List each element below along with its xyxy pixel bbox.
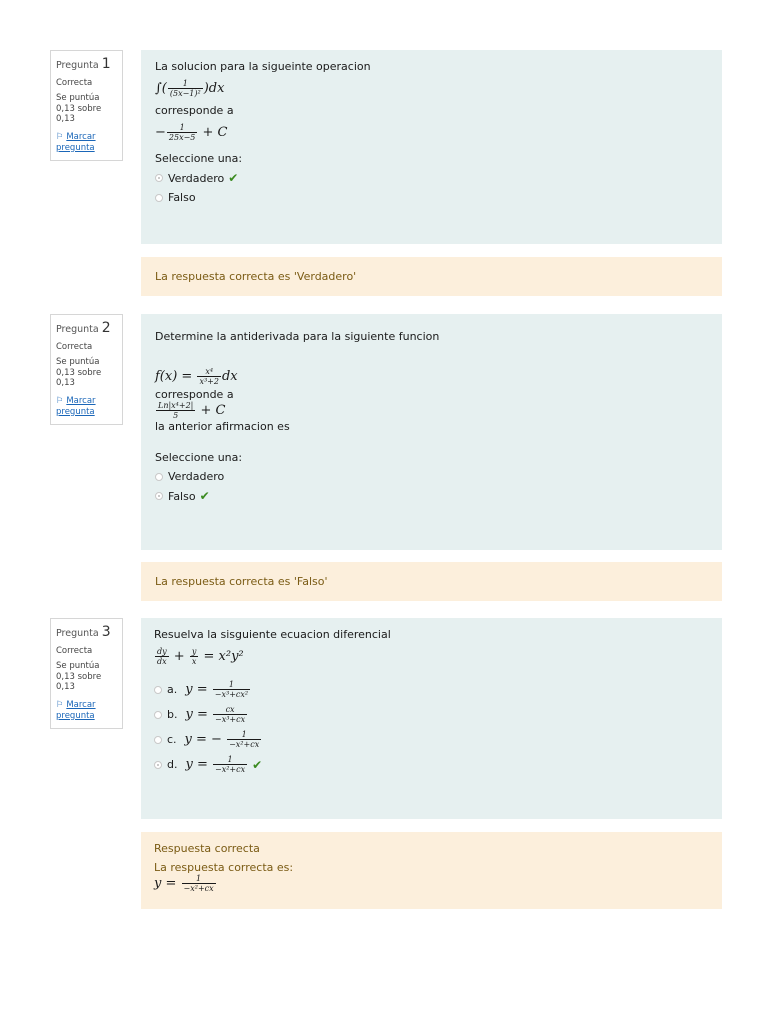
question-grade: Se puntúa 0,13 sobre 0,13: [56, 661, 102, 693]
answer-option-b[interactable]: b. y = $\frac{cx}{\text{−x³+cx}}$: [154, 705, 708, 724]
differential-equation: $\frac{dy}{dx}$ + $\frac{y}{x}$ = x²y²: [157, 647, 244, 666]
question-number: Pregunta 3: [56, 624, 111, 640]
question-prompt: Resuelva la sisguiente ecuacion diferencial: [154, 628, 391, 641]
question-text: la anterior afirmacion es: [155, 420, 290, 433]
question-state: Correcta: [56, 645, 93, 656]
feedback-title: Respuesta correcta: [154, 842, 260, 855]
flag-icon: ⚐: [56, 396, 64, 406]
answer-option-falso[interactable]: Falso ✔: [155, 489, 708, 503]
question-state: Correcta: [56, 341, 93, 352]
answer-feedback: La respuesta correcta es 'Verdadero': [141, 257, 722, 296]
flag-icon: ⚐: [56, 132, 64, 142]
question-grade: Se puntúa 0,13 sobre 0,13: [56, 357, 102, 389]
answer-option-verdadero[interactable]: Verdadero ✔: [155, 171, 708, 185]
question-info: [50, 618, 123, 729]
flag-question-link[interactable]: ⚐ Marcar pregunta: [56, 132, 96, 153]
select-prompt: Seleccione una:: [155, 451, 243, 464]
math-expression: f(x) = $\frac{\text{x⁴}}{\text{x³+2}}$ dx: [155, 367, 238, 386]
question-text: corresponde a: [155, 104, 234, 117]
radio-unselected[interactable]: [154, 736, 162, 744]
question-prompt: Determine la antiderivada para la siguiente funcion: [155, 330, 440, 343]
answer-option-d[interactable]: d. y = $\frac{1}{\text{−x²+cx}}$ ✔: [154, 755, 708, 774]
check-icon: ✔: [252, 757, 263, 772]
question-content: [141, 50, 722, 244]
math-expression: $\frac{\text{Ln|x⁴+2|}}{5}$ + C: [158, 401, 226, 420]
question-prompt: La solucion para la sigueinte operacion: [155, 60, 371, 73]
radio-unselected[interactable]: [155, 473, 163, 481]
check-icon: ✔: [199, 489, 210, 503]
answer-feedback: La respuesta correcta es 'Falso': [141, 562, 722, 601]
flag-question-link[interactable]: ⚐ Marcar pregunta: [56, 396, 96, 417]
flag-icon: ⚐: [56, 700, 64, 710]
math-expression: ∫( $\frac{1}{\text{(5x−1)²}}$ )dx: [155, 79, 225, 98]
radio-unselected[interactable]: [155, 194, 163, 202]
answer-option-a[interactable]: a. y = $\frac{1}{\text{−x³+cx²}}$: [154, 680, 708, 699]
radio-unselected[interactable]: [154, 686, 162, 694]
feedback-math: y = $\frac{1}{\text{−x²+cx}}$: [154, 874, 214, 893]
answer-feedback: [141, 832, 722, 909]
question-info: [50, 314, 123, 425]
question-content: [141, 314, 722, 550]
radio-selected[interactable]: [154, 761, 162, 769]
flag-question-link[interactable]: ⚐ Marcar pregunta: [56, 700, 96, 721]
question-grade: Se puntúa 0,13 sobre 0,13: [56, 93, 102, 125]
question-state: Correcta: [56, 77, 93, 88]
answer-option-falso[interactable]: Falso: [155, 191, 708, 204]
select-prompt: Seleccione una:: [155, 152, 243, 165]
question-content: [141, 618, 722, 819]
question-number: Pregunta 2: [56, 320, 111, 336]
radio-selected[interactable]: [155, 492, 163, 500]
feedback-text: La respuesta correcta es:: [154, 861, 294, 874]
check-icon: ✔: [228, 171, 239, 185]
radio-unselected[interactable]: [154, 711, 162, 719]
question-info: [50, 50, 123, 161]
answer-option-c[interactable]: c. y = − $\frac{1}{\text{−x²+cx}}$: [154, 730, 708, 749]
question-number: Pregunta 1: [56, 56, 111, 72]
answer-option-verdadero[interactable]: Verdadero: [155, 470, 708, 483]
radio-selected[interactable]: [155, 174, 163, 182]
math-expression: − $\frac{1}{25x-5}$ + C: [155, 123, 228, 142]
question-text: corresponde a: [155, 388, 234, 401]
